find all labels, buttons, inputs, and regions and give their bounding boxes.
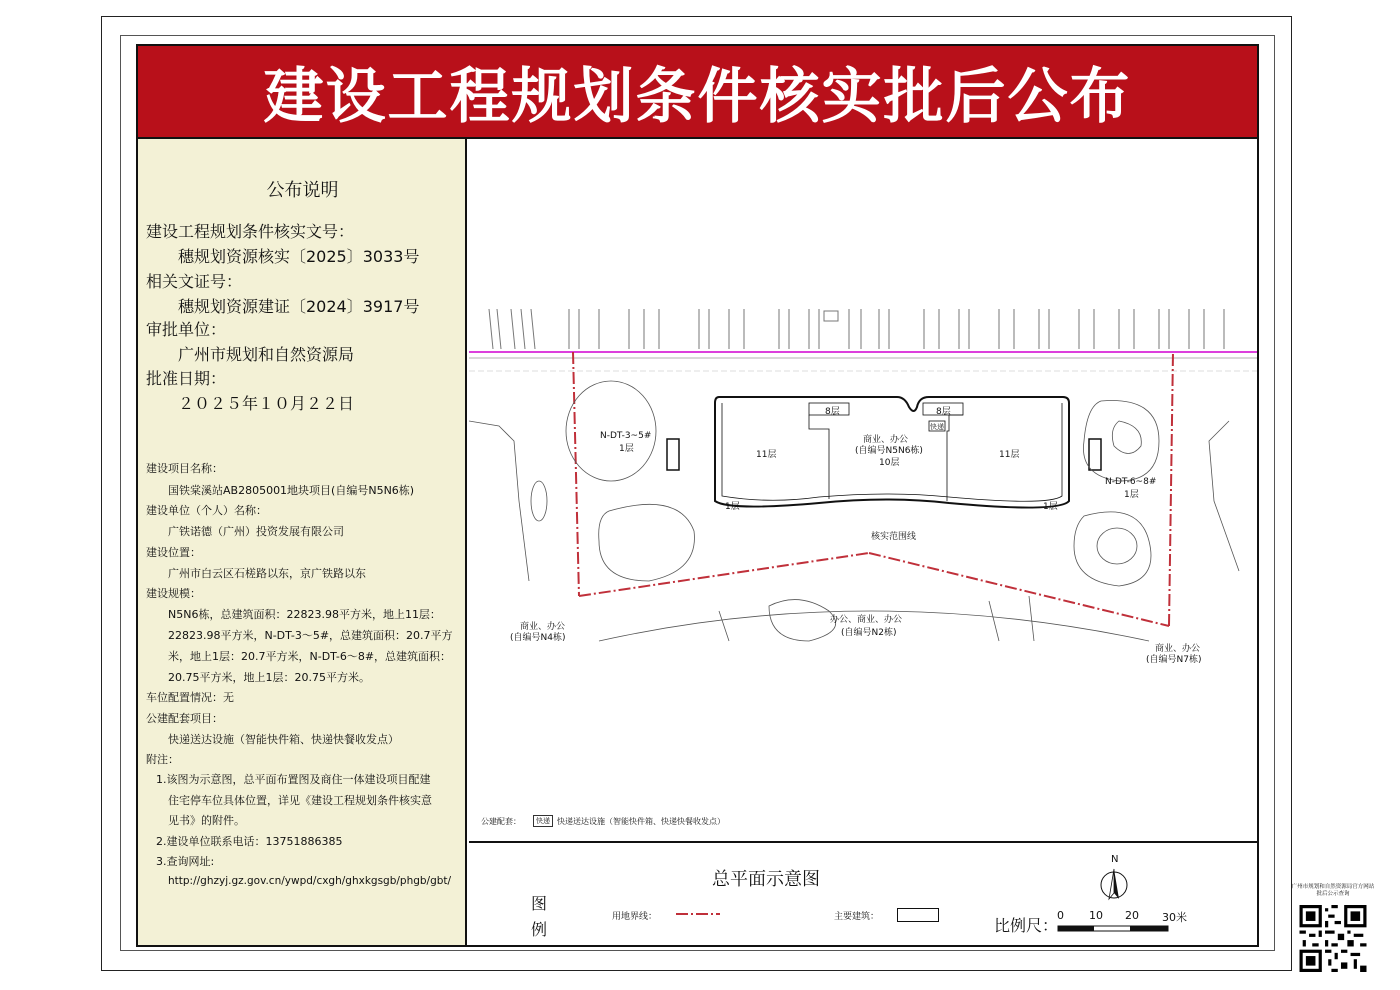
center-use: 商业、办公 [863,435,909,445]
ndt68-floor: 1层 [1124,490,1139,500]
floor-8-left: 8层 [825,407,840,417]
n2-id: (自编号N2栋) [841,628,897,638]
scale-tick-0: 0 [1057,909,1064,922]
boundary-legend-swatch [676,909,720,919]
scale-label: 建设规模： [146,587,201,600]
n4-id: (自编号N4栋) [510,633,566,643]
banner-title: 建设工程规划条件核实批后公布 [138,46,1257,139]
ndt35-floor: 1层 [619,444,634,454]
scale-tick-30: 30米 [1162,911,1187,924]
facility-text-map: 快递送达设施（智能快件箱、快递快餐收发点） [557,817,725,826]
related-label: 相关文证号： [146,272,243,291]
parking-label: 车位配置情况： [146,691,223,704]
note-1-line: 1.该图为示意图，总平面布置图及商住一体建设项目配建 [156,773,431,786]
qr-caption: 广州市规划和自然资源局官方网站批后公示查询 [1291,884,1375,897]
parking-value: 无 [223,691,234,704]
project-name: 国铁棠溪站AB2805001地块项目(自编号N5N6栋) [168,484,415,497]
legend-area [469,841,1257,945]
notice-panel [138,139,467,945]
building-legend-label: 主要建筑： [834,912,880,922]
floor-11-right: 11层 [999,450,1020,460]
notice-heading: 公布说明 [266,180,339,201]
note-2: 2.建设单位联系电话：13751886385 [156,835,343,848]
ndt35-label: N-DT-3~5# [600,431,652,441]
approver-label: 审批单位： [146,320,227,339]
floor-1-right: 1层 [1043,502,1058,512]
legend-label-1: 图 [531,894,548,913]
floor-1-left: 1层 [725,502,740,512]
n4-use: 商业、办公 [520,622,566,632]
facility-label-map: 公建配套： [481,817,521,826]
parking-row [146,689,234,705]
center-id: (自编号N5N6栋) [855,446,923,456]
location: 广州市白云区石槎路以东，京广铁路以东 [168,567,366,580]
scale-tick-20: 20 [1125,909,1139,922]
related-no: 穗规划资源建证〔2024〕3917号 [178,297,420,316]
north-arrow-icon [1099,867,1129,903]
note-1-line: 见书》的附件。 [168,814,245,827]
scale-line: N5N6栋，总建筑面积：22823.98平方米，地上11层： [168,608,441,621]
project-label: 建设项目名称： [146,462,223,475]
legend-label-2: 例 [531,920,548,939]
boundary-note: 核实范围线 [871,532,917,542]
center-floors: 10层 [879,458,900,468]
floor-8-right: 8层 [936,407,951,417]
doc-no: 穗规划资源核实〔2025〕3033号 [178,247,420,266]
site-plan [469,141,1257,841]
scale-bar [1057,925,1172,933]
note-1-line: 住宅停车位具体位置，详见《建设工程规划条件核实意 [168,794,432,807]
date-label: 批准日期： [146,369,227,388]
notes-label: 附注： [146,753,179,766]
boundary-legend-label: 用地界线： [612,912,658,922]
north-label: N [1111,854,1119,865]
building-legend-swatch [897,908,939,922]
scale-line: 米，地上1层：20.7平方米，N-DT-6～8#，总建筑面积： [168,650,452,663]
floor-11-left: 11层 [756,450,777,460]
location-label: 建设位置： [146,546,201,559]
facility-tag-map: 快递 [533,815,553,827]
unit-label: 建设单位（个人）名称： [146,504,267,517]
doc-no-label: 建设工程规划条件核实文号： [146,222,355,241]
approval-date: ２０２５年１０月２２日 [178,394,355,413]
qr-code-icon[interactable] [1299,905,1367,972]
n2-use: 办公、商业、办公 [830,615,903,625]
query-url[interactable]: http://ghzyj.gz.gov.cn/ywpd/cxgh/ghxkgsgb/phgb/gbt/ [168,875,452,887]
express-tag: 快递 [930,423,944,431]
plan-title: 总平面示意图 [712,869,820,890]
facility-label: 公建配套项目： [146,712,223,725]
facility: 快递送达设施（智能快件箱、快递快餐收发点） [168,733,399,746]
scale-tick-10: 10 [1089,909,1103,922]
scale-bar-label: 比例尺： [994,916,1059,935]
scale-line: 22823.98平方米，N-DT-3～5#，总建筑面积：20.7平方 [168,629,453,642]
note-3: 3.查询网址: [156,855,215,868]
ndt68-label: N-DT-6~8# [1105,477,1157,487]
n7-use: 商业、办公 [1155,644,1201,654]
unit-name: 广铁诺德（广州）投资发展有限公司 [168,525,344,538]
scale-line: 20.75平方米，地上1层：20.75平方米。 [168,671,370,684]
approver: 广州市规划和自然资源局 [178,345,355,364]
n7-id: (自编号N7栋) [1146,655,1202,665]
